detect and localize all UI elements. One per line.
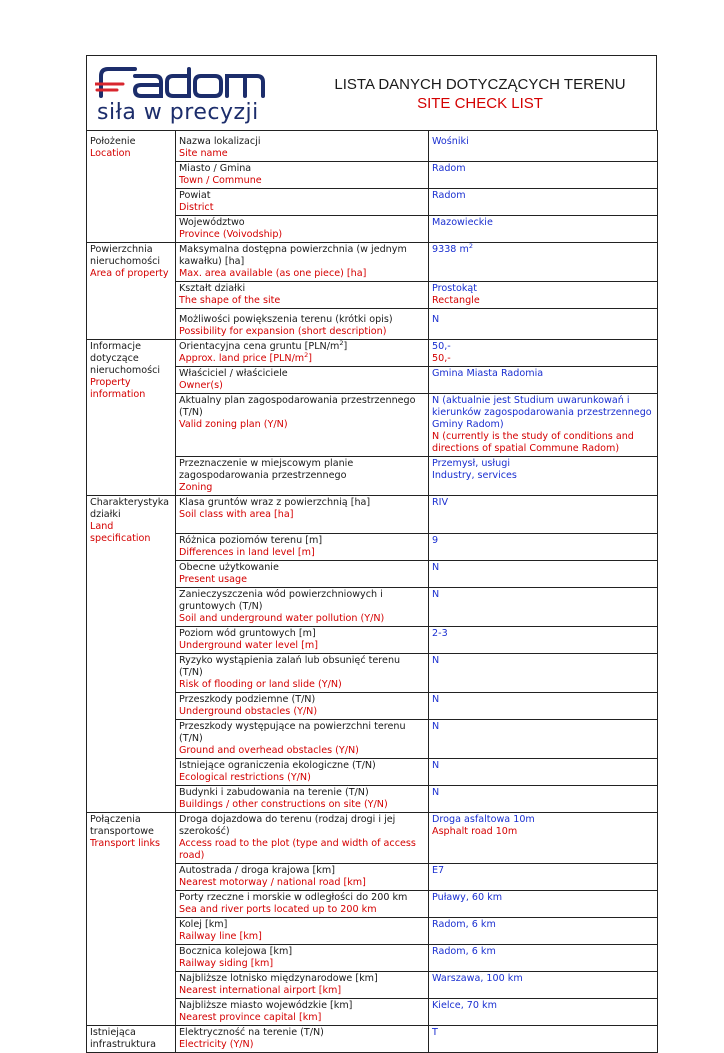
field-label: Orientacyjna cena gruntu $[PLN/m^2]$ Approx. land price $[PLN/m^2]$ bbox=[176, 340, 429, 367]
field-value: N bbox=[429, 561, 658, 588]
field-value: Radom bbox=[429, 162, 658, 189]
table-row bbox=[87, 813, 658, 864]
table-row bbox=[87, 1026, 658, 1053]
field-label: Budynki i zabudowania na terenie (T/N) Buildings / other constructions on site (Y/N) bbox=[176, 786, 429, 813]
field-label: Kolej [km] Railway line [km] bbox=[176, 918, 429, 945]
field-value: Radom, 6 km bbox=[429, 945, 658, 972]
field-label: Przeszkody występujące na powierzchni terenu (T/N) Ground and overhead obstacles (Y/N) bbox=[176, 720, 429, 759]
field-value: Droga asfaltowa 10m Asphalt road 10m bbox=[429, 813, 658, 864]
field-label: Możliwości powiększenia terenu (krótki opis) Possibility for expansion (short description) bbox=[176, 309, 429, 340]
category-label-pl: Powierzchnia nieruchomości bbox=[90, 244, 161, 267]
category-label-pl: Istniejąca infrastruktura bbox=[90, 1027, 156, 1050]
field-label: Nazwa lokalizacji Site name bbox=[176, 131, 429, 162]
field-value: 2-3 bbox=[429, 627, 658, 654]
radom-logo-mark bbox=[95, 64, 265, 98]
category-area bbox=[87, 243, 176, 340]
radom-logo bbox=[95, 64, 265, 124]
field-label: Województwo Province (Voivodship) bbox=[176, 216, 429, 243]
field-label: Autostrada / droga krajowa [km] Nearest motorway / national road [km] bbox=[176, 864, 429, 891]
field-value: 9338 $m^2$ bbox=[429, 243, 658, 282]
field-value: E7 bbox=[429, 864, 658, 891]
field-label: Poziom wód gruntowych [m] Underground water level [m] bbox=[176, 627, 429, 654]
table-row bbox=[87, 243, 658, 282]
field-label: Miasto / Gmina Town / Commune bbox=[176, 162, 429, 189]
field-value: Wośniki bbox=[429, 131, 658, 162]
title-english: SITE CHECK LIST bbox=[417, 95, 543, 112]
field-value: T bbox=[429, 1026, 658, 1053]
category-label-en: Location bbox=[90, 148, 131, 159]
field-label: Bocznica kolejowa [km] Railway siding [km] bbox=[176, 945, 429, 972]
category-property-info bbox=[87, 340, 176, 496]
field-label: Różnica poziomów terenu [m] Differences in land level [m] bbox=[176, 534, 429, 561]
field-value: Warszawa, 100 km bbox=[429, 972, 658, 999]
field-value: N bbox=[429, 720, 658, 759]
category-infrastructure bbox=[87, 1026, 176, 1053]
category-label-en: Transport links bbox=[90, 838, 161, 849]
field-label: Droga dojazdowa do terenu (rodzaj drogi i jej szerokość) Access road to the plot (type and width of access road) bbox=[176, 813, 429, 864]
field-label: Przeszkody podziemne (T/N) Underground obstacles (Y/N) bbox=[176, 693, 429, 720]
table-row bbox=[87, 496, 658, 534]
field-label: Istniejące ograniczenia ekologiczne (T/N) Ecological restrictions (Y/N) bbox=[176, 759, 429, 786]
field-label: Porty rzeczne i morskie w odległości do 200 km Sea and river ports located up to 200 km bbox=[176, 891, 429, 918]
field-value: Puławy, 60 km bbox=[429, 891, 658, 918]
field-value: Mazowieckie bbox=[429, 216, 658, 243]
field-label: Zanieczyszczenia wód powierzchniowych i gruntowych (T/N) Soil and underground water pollution (Y/N) bbox=[176, 588, 429, 627]
field-value: N (aktualnie jest Studium uwarunkowań i kierunków zagospodarowania przestrzennego Gminy Radom) N (currently is the study of conditions and directions of spatial Commune Radom) bbox=[429, 394, 658, 457]
field-value: 50,- 50,- bbox=[429, 340, 658, 367]
field-label: Przeznaczenie w miejscowym planie zagospodarowania przestrzennego Zoning bbox=[176, 457, 429, 496]
field-label: Kształt działki The shape of the site bbox=[176, 282, 429, 309]
field-label: Aktualny plan zagospodarowania przestrzennego (T/N) Valid zoning plan (Y/N) bbox=[176, 394, 429, 457]
logo-tagline: siła w precyzji bbox=[97, 100, 259, 125]
field-value: N bbox=[429, 588, 658, 627]
field-value: Kielce, 70 km bbox=[429, 999, 658, 1026]
field-value: RIV bbox=[429, 496, 658, 534]
category-transport-links bbox=[87, 813, 176, 1026]
field-label: Maksymalna dostępna powierzchnia (w jednym kawałku) [ha] Max. area available (as one piece) [ha] bbox=[176, 243, 429, 282]
category-label-pl: Charakterystyka działki bbox=[90, 497, 170, 520]
field-value: Gmina Miasta Radomia bbox=[429, 367, 658, 394]
category-location bbox=[87, 131, 176, 243]
field-label: Elektryczność na terenie (T/N) Electricity (Y/N) bbox=[176, 1026, 429, 1053]
field-value: N bbox=[429, 654, 658, 693]
category-label-en: Land specification bbox=[90, 521, 151, 544]
field-label: Klasa gruntów wraz z powierzchnią [ha] Soil class with area [ha] bbox=[176, 496, 429, 534]
field-value: N bbox=[429, 693, 658, 720]
table-row bbox=[87, 340, 658, 367]
field-value: Prostokąt Rectangle bbox=[429, 282, 658, 309]
field-label: Najbliższe lotnisko międzynarodowe [km] Nearest international airport [km] bbox=[176, 972, 429, 999]
category-label-pl: Połączenia transportowe bbox=[90, 814, 154, 837]
field-label: Właściciel / właściciele Owner(s) bbox=[176, 367, 429, 394]
field-value: 9 bbox=[429, 534, 658, 561]
site-check-table bbox=[86, 130, 658, 1053]
field-label: Najbliższe miasto wojewódzkie [km] Nearest province capital [km] bbox=[176, 999, 429, 1026]
table-row bbox=[87, 131, 658, 162]
field-value: N bbox=[429, 786, 658, 813]
category-land-specification bbox=[87, 496, 176, 813]
field-label: Ryzyko wystąpienia zalań lub obsunięć terenu (T/N) Risk of flooding or land slide (Y/N) bbox=[176, 654, 429, 693]
field-label: Powiat District bbox=[176, 189, 429, 216]
field-label: Obecne użytkowanie Present usage bbox=[176, 561, 429, 588]
field-value: Przemysł, usługi Industry, services bbox=[429, 457, 658, 496]
category-label-en: Property information bbox=[90, 377, 146, 400]
title-polish: LISTA DANYCH DOTYCZĄCYCH TERENU bbox=[334, 76, 626, 93]
document-header bbox=[86, 55, 657, 130]
field-value: N bbox=[429, 309, 658, 340]
field-value: N bbox=[429, 759, 658, 786]
field-value: Radom, 6 km bbox=[429, 918, 658, 945]
category-label-en: Area of property bbox=[90, 268, 169, 279]
category-label-pl: Informacje dotyczące nieruchomości bbox=[90, 341, 161, 376]
field-value: Radom bbox=[429, 189, 658, 216]
category-label-pl: Położenie bbox=[90, 136, 136, 147]
